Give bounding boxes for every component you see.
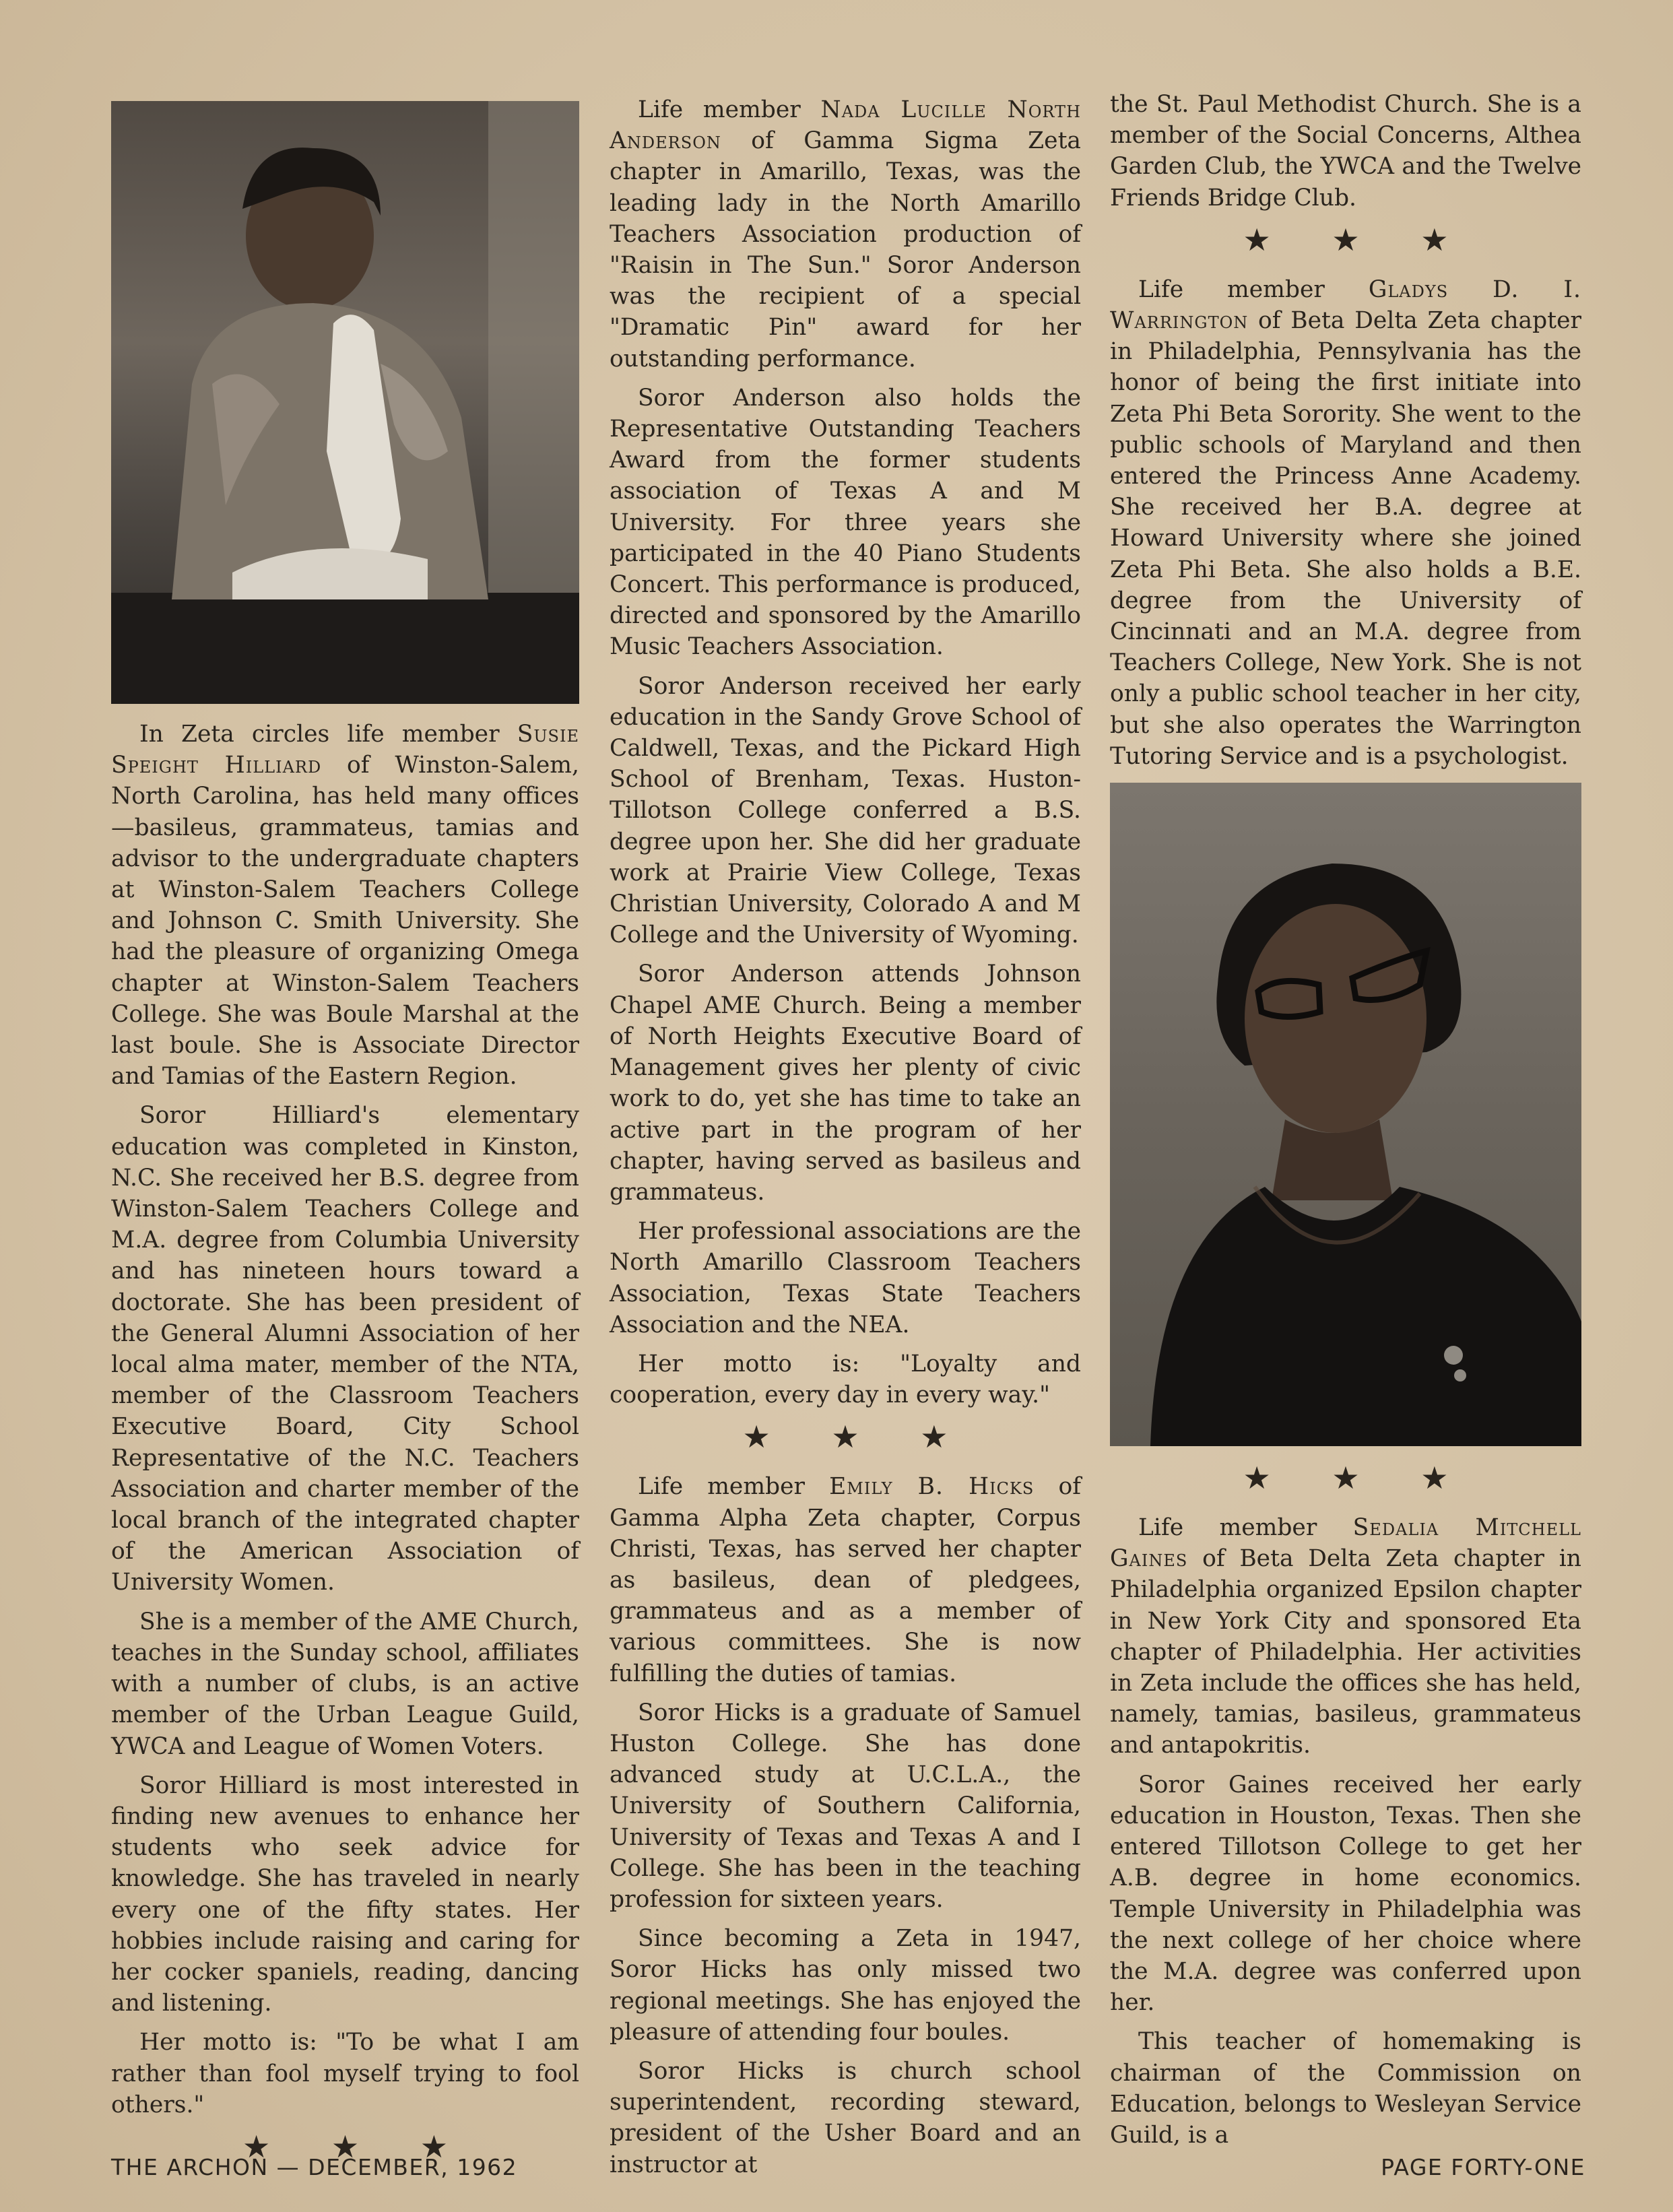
section-divider-stars: ★ ★ ★: [1243, 1460, 1474, 1497]
body-paragraph: Her motto is: "Loyalty and cooperation, every day in every way.": [610, 1350, 1081, 1409]
column-left: [111, 101, 579, 2181]
section-divider-stars: ★ ★ ★: [742, 1419, 974, 1456]
member-name-hicks: Emily B. Hicks: [829, 1473, 1035, 1501]
portrait-illustration: [1110, 783, 1581, 1446]
portrait-illustration: [111, 101, 579, 704]
gaines-intro-paragraph: Life member Sedalia Mitchell Gaines of Beta Delta Zeta chapter in Philadelphia organized Epsilon chapter in New York City and sponsored Eta chapter of Philadelphia. Her activities in Zeta include the offices she has held, namely, tamias, basileus, grammateus and antapokritis.: [1110, 1514, 1581, 1759]
member-name-gaines: Sedalia Mitchell Gaines: [1110, 1514, 1581, 1573]
anderson-intro-paragraph: Life member Nada Lucille North Anderson of Gamma Sigma Zeta chapter in Amarillo, Texas, was the leading lady in the North Amarillo Teachers Association production of "Raisin in The Sun." Soror Anderson was the recipient of a special "Dramatic Pin" award for her outstanding performance.: [610, 96, 1081, 372]
column-middle: [610, 94, 1081, 2188]
body-paragraph: Her motto is: "To be what I am rather than fool myself trying to fool others.": [111, 2029, 579, 2118]
section-divider-stars: ★ ★ ★: [1243, 221, 1474, 258]
footer-publication-date: THE ARCHON — DECEMBER, 1962: [111, 2154, 518, 2180]
member-name-anderson: Nada Lucille North Anderson: [610, 96, 1081, 155]
portrait-photo-gaines: [1110, 783, 1581, 1446]
body-paragraph: Soror Gaines received her early education in Houston, Texas. Then she entered Tillotson College to get her A.B. degree in home economics. Temple University in Philadelphia was the next college of her choice where the M.A. degree was conferred upon her.: [1110, 1771, 1581, 2017]
body-paragraph: Soror Anderson attends Johnson Chapel AME Church. Being a member of North Heights Executive Board of Management gives her plenty of civic work to do, yet she has time to take an active part in the program of her chapter, having served as basileus and grammateus.: [610, 961, 1081, 1206]
body-paragraph: Soror Anderson received her early education in the Sandy Grove School of Caldwell, Texas, and the Pickard High School of Brenham, Texas. Huston-Tillotson College conferred a B.S. degree upon her. She did her graduate work at Prairie View College, Texas Christian University, Colorado A and M College and the University of Wyoming.: [610, 672, 1081, 949]
warrington-intro-paragraph: Life member Gladys D. I. Warrington of Beta Delta Zeta chapter in Philadelphia, Pennsylvania has the honor of being the first initiate into Zeta Phi Beta Sorority. She went to the public schools of Maryland and then entered the Princess Anne Academy. She received her B.A. degree at Howard University where she joined Zeta Phi Beta. She also holds a B.E. degree from the University of Cincinnati and an M.A. degree from Teachers College, New York. She is not only a public school teacher in her city, but she also operates the Warrington Tutoring Service and is a psychologist.: [1110, 275, 1581, 770]
body-paragraph: Soror Hilliard's elementary education was completed in Kinston, N.C. She received her B.S. degree from Winston-Salem Teachers College and M.A. degree from Columbia University and has nineteen hours toward a doctorate. She has been president of the General Alumni Association of her local alma mater, member of the NTA, member of the Classroom Teachers Executive Board, City School Representative of the N.C. Teachers Association and charter member of the local branch of the integrated chapter of the American Association of University Women.: [111, 1102, 579, 1596]
hicks-intro-paragraph: Life member Emily B. Hicks of Gamma Alpha Zeta chapter, Corpus Christi, Texas, has served her chapter as basileus, dean of pledgees, grammateus and as a member of various committees. She is now fulfilling the duties of tamias.: [610, 1473, 1082, 1687]
portrait-photo-hilliard: [111, 101, 579, 704]
footer-page-number: PAGE FORTY-ONE: [1381, 2154, 1585, 2180]
column-right: [1110, 89, 1581, 2159]
member-name-warrington: Gladys D. I. Warrington: [1110, 275, 1581, 335]
member-name-hilliard: Susie Speight Hilliard: [111, 721, 579, 779]
body-paragraph: Soror Hicks is a graduate of Samuel Huston College. She has done advanced study at U.C.L.A., the University of Southern California, University of Texas and Texas A and I College. She has been in the teaching profession for sixteen years.: [610, 1699, 1081, 1913]
body-paragraph: Her professional associations are the North Amarillo Classroom Teachers Association, Texas State Teachers Association and the NEA.: [610, 1218, 1081, 1338]
body-paragraph: She is a member of the AME Church, teaches in the Sunday school, affiliates with a number of clubs, is an active member of the Urban League Guild, YWCA and League of Women Voters.: [111, 1608, 579, 1760]
body-paragraph: Since becoming a Zeta in 1947, Soror Hicks has only missed two regional meetings. She has enjoyed the pleasure of attending four boules.: [610, 1925, 1081, 2046]
body-paragraph: Soror Hilliard is most interested in finding new avenues to enhance her students who seek advice for knowledge. She has traveled in nearly every one of the fifty states. Her hobbies include raising and caring for her cocker spaniels, reading, dancing and listening.: [111, 1771, 579, 2017]
body-paragraph: This teacher of homemaking is chairman of the Commission on Education, belongs to Wesleyan Service Guild, is a: [1110, 2028, 1581, 2149]
body-paragraph-continued: the St. Paul Methodist Church. She is a member of the Social Concerns, Althea Garden Club, the YWCA and the Twelve Friends Bridge Club.: [1110, 91, 1581, 212]
body-paragraph: Soror Hicks is church school superintendent, recording steward, president of the Usher Board and an instructor at: [610, 2057, 1081, 2178]
section-divider-stars: ★ ★ ★: [242, 2128, 473, 2165]
body-paragraph: Soror Anderson also holds the Representative Outstanding Teachers Award from the former students association of Texas A and M University. For three years she participated in the 40 Piano Students Concert. This performance is produced, directed and sponsored by the Amarillo Music Teachers Association.: [610, 384, 1081, 661]
hilliard-intro-paragraph: In Zeta circles life member Susie Speight Hilliard of Winston-Salem, North Carolina, has held many offices —basileus, grammateus, tamias and advisor to the undergraduate chapters at Winston-Salem Teachers College and Johnson C. Smith University. She had the pleasure of organizing Omega chapter at Winston-Salem Teachers College. She was Boule Marshal at the last boule. She is Associate Director and Tamias of the Eastern Region.: [111, 721, 579, 1091]
